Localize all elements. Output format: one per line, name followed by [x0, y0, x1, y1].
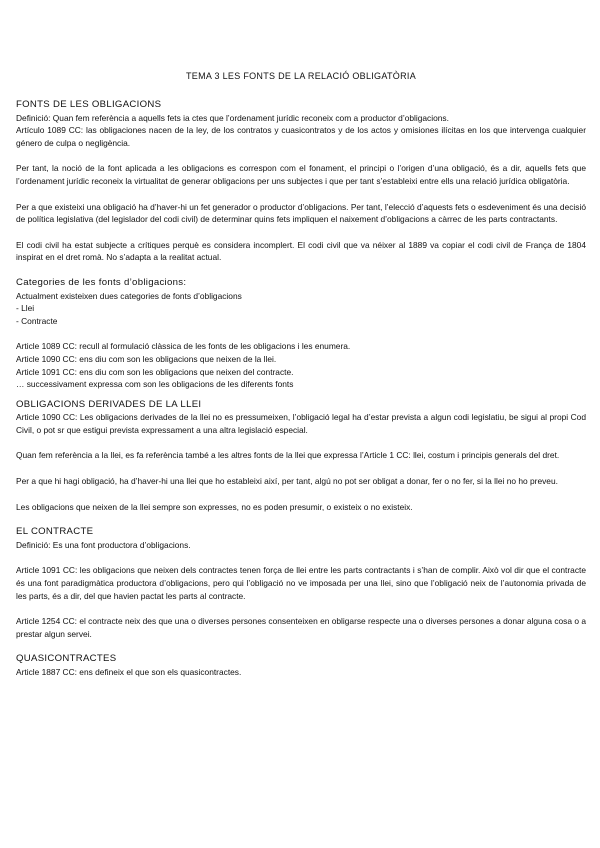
list-item: - Llei	[16, 303, 35, 314]
paragraph: Article 1254 CC: el contracte neix des que una o diverses persones consenteixen en obligarse respecte una o diverses persones a donar alguna cosa o a prestar algun servei.	[16, 616, 586, 639]
article-line: … successivament expressa com son les obligacions de les diferents fonts	[16, 379, 294, 390]
article-1089-es-paragraph: Artículo 1089 CC: las obligaciones nacen de la ley, de los contratos y cuasicontratos y de los actos y omisiones ilícitas en los que intervenga cualquier género de culpa o negligència.	[16, 125, 586, 148]
definition-paragraph: Definició: Quan fem referència a aquells fets ia ctes que l’ordenament jurídic reconeix com a productor d’obligacions.	[16, 112, 449, 123]
document-title: TEMA 3 LES FONTS DE LA RELACIÓ OBLIGATÒRIA	[186, 71, 416, 81]
paragraph: Quan fem referència a la llei, es fa referència també a les altres fonts de la llei que expressa l’Article 1 CC: llei, costum i principis generals del dret.	[16, 450, 560, 461]
article-line: Article 1089 CC: recull al formulació clàssica de les fonts de les obligacions i les enumera.	[16, 341, 351, 352]
paragraph: Per a que hi hagi obligació, ha d’haver-hi una llei que ho estableixi així, per tant, algú no pot ser obligat a donar, fer o no fer, si la llei no ho preveu.	[16, 476, 558, 487]
paragraph: Per a que existeixi una obligació ha d’haver-hi un fet generador o productor d’obligacions. Per tant, l’elecció d’aquests fets o esdeveniment és una decisió de política legislativa (del legislador del codi civil) de determinar quins fets impliquen el naixement d’obligacions a càrrec de les parts contractants.	[16, 201, 586, 225]
paragraph: Per tant, la noció de la font aplicada a les obligacions es correspon com el fonament, el principi o l’origen d’una obligació, és a dir, aquells fets que l’ordenament jurídic reconeix la virtualitat de generar obligacions per uns subjectes i que per tant s’estableixi entre ells una relació jurídica obligatòria.	[16, 163, 586, 186]
article-line: Article 1091 CC: ens diu com son les obligacions que neixen del contracte.	[16, 366, 294, 377]
paragraph: Article 1090 CC: Les obligacions derivades de la llei no es pressumeixen, l’obligació legal ha d’estar prevista a algun codi legislatiu, be sigui al propi Cod Civil, o pot sr que estigui prevista expressament a una altra legislació especial.	[16, 412, 586, 435]
article-line: Article 1090 CC: ens diu com son les obligacions que neixen de la llei.	[16, 353, 277, 364]
paragraph: Article 1091 CC: les obligacions que neixen dels contractes tenen força de llei entre les parts contractants i s’han de complir. Això vol dir que el contracte és una font paradigmàtica productora d’obligacions, pero qui l’obligació no ve imposada per una llei, sino que l’obligació neix de l’autonomia privada de les parts, és a dir, del que havien pactat les parts al contracte.	[16, 565, 586, 601]
definition-paragraph: Definició: Es una font productora d’obligacions.	[16, 539, 191, 550]
paragraph: Article 1887 CC: ens defineix el que son els quasicontractes.	[16, 667, 242, 677]
list-item: - Contracte	[16, 315, 58, 326]
document-page	[16, 70, 586, 679]
section-heading-fonts: FONTS DE LES OBLIGACIONS	[16, 99, 162, 110]
paragraph: Les obligacions que neixen de la llei sempre son expresses, no es poden presumir, o existeix o no existeix.	[16, 501, 413, 512]
section-heading-quasicontractes: QUASICONTRACTES	[16, 653, 117, 665]
categories-heading: Categories de les fonts d’obligacions:	[16, 276, 187, 288]
section-heading-llei: OBLIGACIONS DERIVADES DE LA LLEI	[16, 398, 202, 410]
section-heading-contracte: EL CONTRACTE	[16, 526, 94, 538]
categories-intro: Actualment existeixen dues categories de fonts d’obligacions	[16, 290, 242, 301]
paragraph: El codi civil ha estat subjecte a crítiques perquè es considera incomplert. El codi civil que va néixer al 1889 va copiar el codi civil de França de 1804 inspirat en el dret romà. No s’adapta a la realitat actual.	[16, 239, 586, 263]
